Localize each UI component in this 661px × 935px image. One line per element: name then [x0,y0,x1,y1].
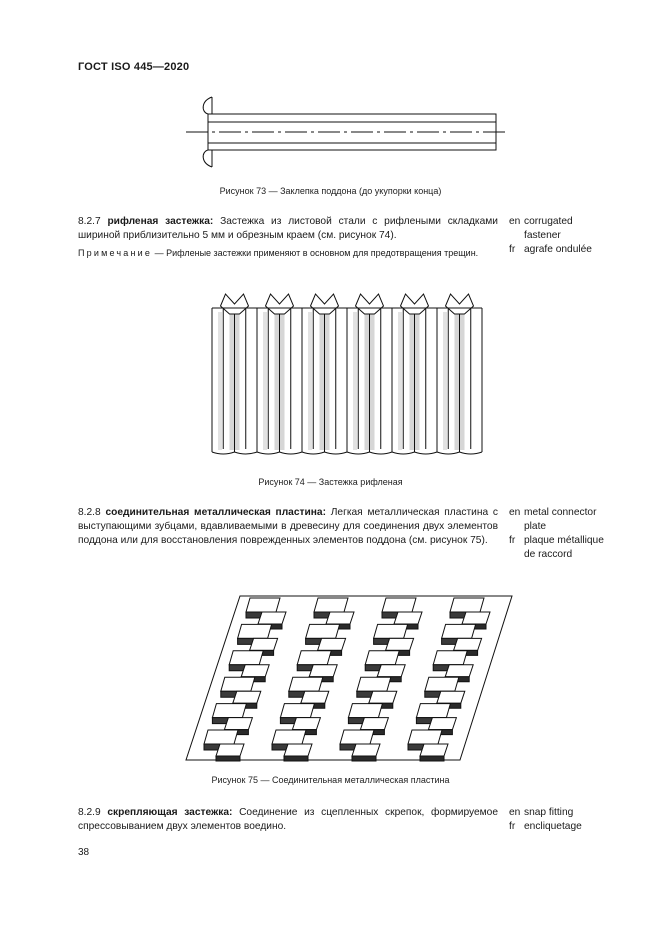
term-8-2-7-note: Примечание — Рифленые застежки применяют в основном для предотвращения трещин. [78,248,479,258]
term-8-2-9-translations: en snap fitting fr encliquetage [509,807,582,832]
document-code: ГОСТ ISO 445—2020 [78,61,190,73]
figure-74-caption: Рисунок 74 — Застежка рифленая [258,477,403,487]
term-8-2-9-definition: 8.2.9 скрепляющая застежка: Соединение из сцепленных скрепок, формируемое спрессовыванием двух элементов воедино. [78,807,498,832]
term-8-2-8-translations: en metal connector plate fr plaque métallique de raccord [509,507,604,560]
term-8-2-7-translations: en corrugated fastener fr agrafe ondulée [509,216,592,255]
term-8-2-7-definition: 8.2.7 рифленая застежка: Застежка из листовой стали с рифлеными складками шириной приблизительно 5 мм и обрезным краем (см. рисунок 74). [78,216,498,241]
figure-73-caption: Рисунок 73 — Заклепка поддона (до укупорки конца) [219,186,442,196]
figure-75-caption: Рисунок 75 — Соединительная металлическая пластина [211,775,450,785]
page-number: 38 [78,847,90,858]
term-8-2-8-definition: 8.2.8 соединительная металлическая пластина: Легкая металлическая пластина с выступающими зубцами, вдавливаемыми в древесину для соединения двух элементов поддона или для восстановления поврежденных элементов поддона (см. рисунок 75). [78,507,498,546]
